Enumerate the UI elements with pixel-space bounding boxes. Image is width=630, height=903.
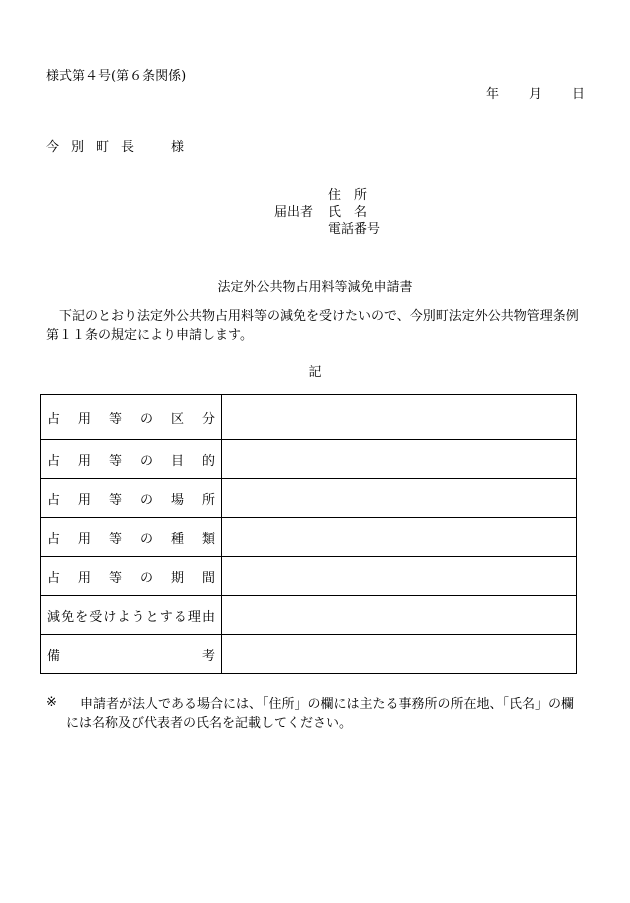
row-label: 減免を受けようとする理由 (47, 609, 215, 625)
name-label: 氏 名 (328, 205, 368, 220)
date-day: 日 (572, 87, 586, 102)
row-label: 占用等の目的 (47, 453, 215, 469)
table-row (41, 395, 577, 440)
row-label-cell (41, 596, 222, 635)
phone-label: 電話番号 (328, 222, 381, 237)
date-month: 月 (529, 87, 543, 102)
table-row (41, 557, 577, 596)
row-value-cell[interactable] (222, 635, 577, 674)
date-line (486, 83, 585, 102)
table-row (41, 635, 577, 674)
form-number: 様式第４号(第６条関係) (46, 69, 187, 84)
row-value-cell[interactable] (222, 395, 577, 440)
addressee: 今別町長 様 (46, 140, 197, 155)
row-label-cell (41, 440, 222, 479)
row-label-cell (41, 557, 222, 596)
body-text: 下記のとおり法定外公共物占用料等の減免を受けたいので、今別町法定外公共物管理条例第１１条の規定により申請します。 (46, 309, 579, 343)
row-value-cell[interactable] (222, 596, 577, 635)
row-label: 占用等の場所 (47, 492, 215, 508)
row-value-cell[interactable] (222, 557, 577, 596)
table-row (41, 596, 577, 635)
table-row (41, 518, 577, 557)
row-label: 備考 (47, 648, 215, 664)
detail-table (40, 394, 577, 674)
row-value-cell[interactable] (222, 440, 577, 479)
table-row (41, 479, 577, 518)
applicant-tag: 届出者 (274, 205, 314, 220)
row-label: 占用等の期間 (47, 570, 215, 586)
date-year: 年 (486, 87, 500, 102)
address-label: 住 所 (328, 188, 368, 203)
row-label: 占用等の種類 (47, 531, 215, 547)
row-value-cell[interactable] (222, 518, 577, 557)
note-text: 申請者が法人である場合には、「住所」の欄には主たる事務所の所在地、「氏名」の欄には名称及び代表者の氏名を記載してください。 (66, 697, 575, 731)
row-label-cell (41, 518, 222, 557)
row-label-cell (41, 479, 222, 518)
document-title: 法定外公共物占用料等減免申請書 (217, 280, 413, 295)
row-label-cell (41, 635, 222, 674)
table-row (41, 440, 577, 479)
note-mark: ※ (46, 695, 57, 710)
row-label: 占用等の区分 (47, 411, 215, 427)
ki-heading: 記 (308, 365, 322, 380)
row-value-cell[interactable] (222, 479, 577, 518)
row-label-cell (41, 395, 222, 440)
